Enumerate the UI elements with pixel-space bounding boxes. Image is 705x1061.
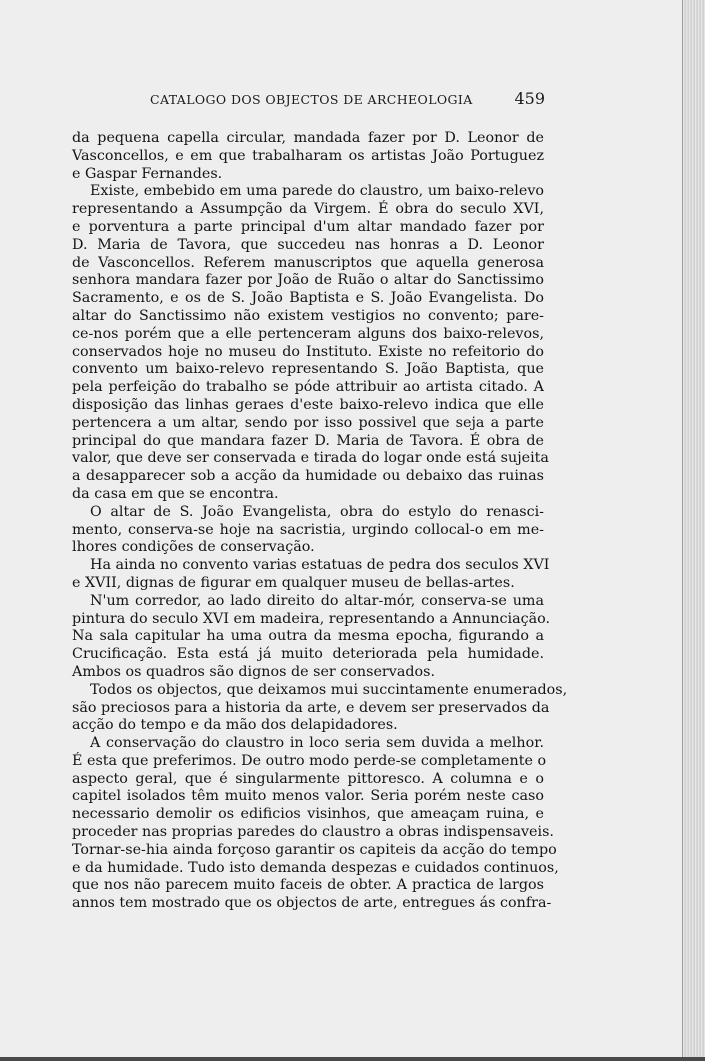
- running-header-title: CATALOGO DOS OBJECTOS DE ARCHEOLOGIA: [150, 92, 473, 107]
- text-line: capitel isolados têm muito menos valor. Seria porém neste caso: [72, 788, 544, 805]
- text-line: Tornar-se-hia ainda forçoso garantir os capiteis da acção do tempo: [72, 841, 557, 858]
- text-line: pintura do seculo XVI em madeira, representando a Annunciação.: [72, 610, 551, 627]
- text-line: Na sala capitular ha uma outra da mesma epocha, figurando a: [72, 628, 544, 645]
- page-edge: [682, 0, 705, 1061]
- text-line: proceder nas proprias paredes do claustro a obras indispensaveis.: [72, 824, 554, 841]
- text-line: D. Maria de Tavora, que succedeu nas honras a D. Leonor: [72, 236, 544, 253]
- text-line: Existe, embebido em uma parede do claustro, um baixo-relevo: [90, 183, 544, 200]
- body-text: [72, 130, 568, 913]
- text-line: são preciosos para a historia da arte, e devem ser preservados da: [72, 699, 550, 716]
- text-line: A conservação do claustro in loco seria sem duvida a melhor.: [90, 735, 544, 752]
- text-line: acção do tempo e da mão dos delapidadores.: [72, 717, 398, 734]
- text-line: mento, conserva-se hoje na sacristia, urgindo collocal-o em me-: [72, 521, 544, 538]
- text-line: e Gaspar Fernandes.: [72, 165, 223, 182]
- text-line: Vasconcellos, e em que trabalharam os artistas João Portuguez: [72, 147, 544, 164]
- text-line: É esta que preferimos. De outro modo perde-se completamente o: [72, 752, 547, 769]
- text-line: que nos não parecem muito faceis de obter. A practica de largos: [72, 877, 544, 894]
- text-line: pela perfeição do trabalho se póde attribuir ao artista citado. A: [72, 379, 544, 396]
- text-line: Sacramento, e os de S. João Baptista e S. João Evangelista. Do: [72, 290, 544, 307]
- text-line: da casa em que se encontra.: [72, 485, 279, 502]
- text-line: aspecto geral, que é singularmente pittoresco. A columna e o: [72, 770, 544, 787]
- text-line: conservados hoje no museu do Instituto. Existe no refeitorio do: [72, 343, 544, 360]
- text-line: principal do que mandara fazer D. Maria de Tavora. É obra de: [72, 432, 544, 449]
- text-line: annos tem mostrado que os objectos de arte, entregues ás confra-: [72, 895, 552, 912]
- text-line: valor, que deve ser conservada e tirada do logar onde está sujeita: [72, 450, 549, 467]
- page-number: 459: [514, 89, 545, 108]
- text-line: da pequena capella circular, mandada fazer por D. Leonor de: [72, 130, 544, 146]
- text-line: Ambos os quadros são dignos de ser conservados.: [72, 663, 435, 680]
- text-line: ce-nos porém que a elle pertenceram alguns dos baixo-relevos,: [72, 325, 544, 342]
- text-line: necessario demolir os edificios visinhos, que ameaçam ruina, e: [72, 806, 544, 823]
- text-line: senhora mandara fazer por João de Ruão o altar do Sanctissimo: [72, 272, 544, 289]
- text-line: e da humidade. Tudo isto demanda despezas e cuidados continuos,: [72, 859, 559, 876]
- text-line: O altar de S. João Evangelista, obra do estylo do renasci-: [90, 503, 544, 520]
- text-line: Ha ainda no convento varias estatuas de pedra dos seculos XVI: [90, 557, 550, 574]
- text-line: e XVII, dignas de figurar em qualquer museu de bellas-artes.: [72, 574, 515, 591]
- text-line: representando a Assumpção da Virgem. É obra do seculo XVI,: [72, 201, 544, 218]
- text-line: Crucificação. Esta está já muito deteriorada pela humidade.: [72, 646, 544, 663]
- text-line: N'um corredor, ao lado direito do altar-mór, conserva-se uma: [90, 592, 544, 609]
- text-line: pertencera a um altar, sendo por isso possivel que seja a parte: [72, 414, 544, 431]
- bottom-edge: [0, 1057, 705, 1061]
- text-line: altar do Sanctissimo não existem vestigios no convento; pare-: [72, 307, 544, 324]
- text-line: lhores condições de conservação.: [72, 539, 315, 556]
- text-line: disposição das linhas geraes d'este baixo-relevo indica que elle: [72, 396, 544, 413]
- text-line: e porventura a parte principal d'um altar mandado fazer por: [72, 218, 544, 235]
- text-line: a desapparecer sob a acção da humidade ou debaixo das ruinas: [72, 468, 544, 485]
- text-line: Todos os objectos, que deixamos mui succintamente enumerados,: [90, 681, 568, 698]
- text-line: de Vasconcellos. Referem manuscriptos que aquella generosa: [72, 254, 544, 271]
- text-line: convento um baixo-relevo representando S. João Baptista, que: [72, 361, 544, 378]
